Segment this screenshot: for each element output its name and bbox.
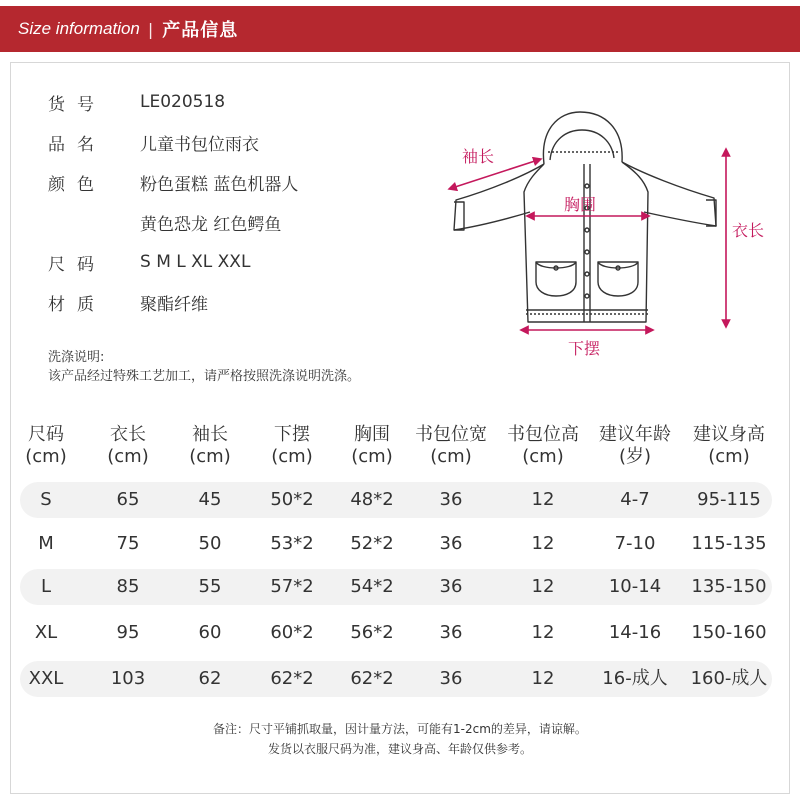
table-row <box>20 615 772 651</box>
info-row-size <box>48 250 251 275</box>
table-row <box>20 569 772 605</box>
header-separator: | <box>147 19 154 39</box>
column-header: 书包位高 (cm) <box>507 424 579 467</box>
cell-length: 95 <box>116 622 140 643</box>
column-header: 书包位宽 (cm) <box>415 424 487 467</box>
cell-bag-height: 12 <box>531 622 555 643</box>
column-header: 袖长 (cm) <box>189 424 231 467</box>
info-key: 货号 <box>48 94 106 115</box>
cell-hem: 60*2 <box>270 622 314 643</box>
cell-sleeve: 50 <box>198 533 222 554</box>
hem-label: 下摆 <box>568 339 601 358</box>
info-row-material <box>48 290 208 315</box>
washing-title: 洗涤说明: <box>48 350 105 365</box>
cell-age: 10-14 <box>608 576 662 597</box>
cell-length: 85 <box>116 576 140 597</box>
sleeve-label: 袖长 <box>462 147 495 166</box>
cell-bag-width: 36 <box>439 668 463 689</box>
table-row <box>20 482 772 518</box>
chest-label: 胸围 <box>564 195 597 214</box>
washing-instructions <box>48 348 360 386</box>
cell-bag-width: 36 <box>439 489 463 510</box>
cell-height: 95-115 <box>697 489 761 510</box>
cell-hem: 62*2 <box>270 668 314 689</box>
cell-sleeve: 55 <box>198 576 222 597</box>
cell-height: 150-160 <box>691 622 767 643</box>
info-value: 聚酯纤维 <box>140 294 208 315</box>
cell-size: M <box>38 533 54 554</box>
table-row <box>20 526 772 562</box>
cell-chest: 54*2 <box>350 576 394 597</box>
cell-bag-height: 12 <box>531 533 555 554</box>
cell-bag-height: 12 <box>531 576 555 597</box>
info-row-sku <box>48 90 226 115</box>
section-header <box>0 6 800 52</box>
cell-height: 160-成人 <box>690 668 768 689</box>
length-label: 衣长 <box>732 221 765 240</box>
cell-chest: 48*2 <box>350 489 394 510</box>
cell-hem: 53*2 <box>270 533 314 554</box>
cell-sleeve: 62 <box>198 668 222 689</box>
cell-sleeve: 60 <box>198 622 222 643</box>
cell-age: 4-7 <box>620 489 650 510</box>
info-key: 材质 <box>48 294 106 315</box>
cell-bag-width: 36 <box>439 622 463 643</box>
info-value: 粉色蛋糕 蓝色机器人 <box>140 174 299 195</box>
washing-text: 该产品经过特殊工艺加工，请严格按照洗涤说明洗涤。 <box>48 369 361 384</box>
cell-age: 7-10 <box>614 533 656 554</box>
info-row-color-cont <box>48 210 282 235</box>
info-key: 品名 <box>48 134 106 155</box>
info-value: 儿童书包位雨衣 <box>140 134 259 155</box>
cell-chest: 62*2 <box>350 668 394 689</box>
cell-length: 75 <box>116 533 140 554</box>
info-row-color <box>48 170 299 195</box>
remark-line-1: 备注：尺寸平铺抓取量，因计量方法，可能有1-2cm的差异，请谅解。 <box>213 722 587 736</box>
column-header: 衣长 (cm) <box>107 424 149 467</box>
table-row <box>20 661 772 697</box>
raincoat-drawing <box>440 100 780 370</box>
cell-chest: 52*2 <box>350 533 394 554</box>
raincoat-diagram <box>440 100 780 370</box>
cell-bag-height: 12 <box>531 489 555 510</box>
column-header: 下摆 (cm) <box>271 424 313 467</box>
cell-chest: 56*2 <box>350 622 394 643</box>
cell-bag-height: 12 <box>531 668 555 689</box>
cell-size: S <box>40 489 52 510</box>
column-header: 建议年龄 (岁) <box>599 424 671 467</box>
column-header: 胸围 (cm) <box>351 424 393 467</box>
info-row-name <box>48 130 259 155</box>
info-value: S M L XL XXL <box>140 252 251 272</box>
cell-size: XL <box>34 622 58 643</box>
cell-length: 65 <box>116 489 140 510</box>
cell-hem: 57*2 <box>270 576 314 597</box>
cell-bag-width: 36 <box>439 576 463 597</box>
cell-size: L <box>40 576 52 597</box>
header-title-en: Size information <box>18 19 140 38</box>
column-header: 建议身高 (cm) <box>693 424 765 467</box>
cell-hem: 50*2 <box>270 489 314 510</box>
cell-age: 16-成人 <box>602 668 668 689</box>
cell-height: 115-135 <box>691 533 767 554</box>
remark-line-2: 发货以衣服尺码为准，建议身高、年龄仅供参考。 <box>267 742 532 756</box>
column-header: 尺码 (cm) <box>25 424 67 467</box>
cell-length: 103 <box>110 668 146 689</box>
cell-sleeve: 45 <box>198 489 222 510</box>
cell-age: 14-16 <box>608 622 662 643</box>
info-key: 颜色 <box>48 174 106 195</box>
info-value: 黄色恐龙 红色鳄鱼 <box>140 214 282 235</box>
size-table-header <box>20 424 780 470</box>
info-key: 尺码 <box>48 254 106 275</box>
cell-bag-width: 36 <box>439 533 463 554</box>
cell-size: XXL <box>28 668 64 689</box>
info-value: LE020518 <box>140 92 226 112</box>
header-title-cn: 产品信息 <box>162 20 239 41</box>
cell-height: 135-150 <box>691 576 767 597</box>
